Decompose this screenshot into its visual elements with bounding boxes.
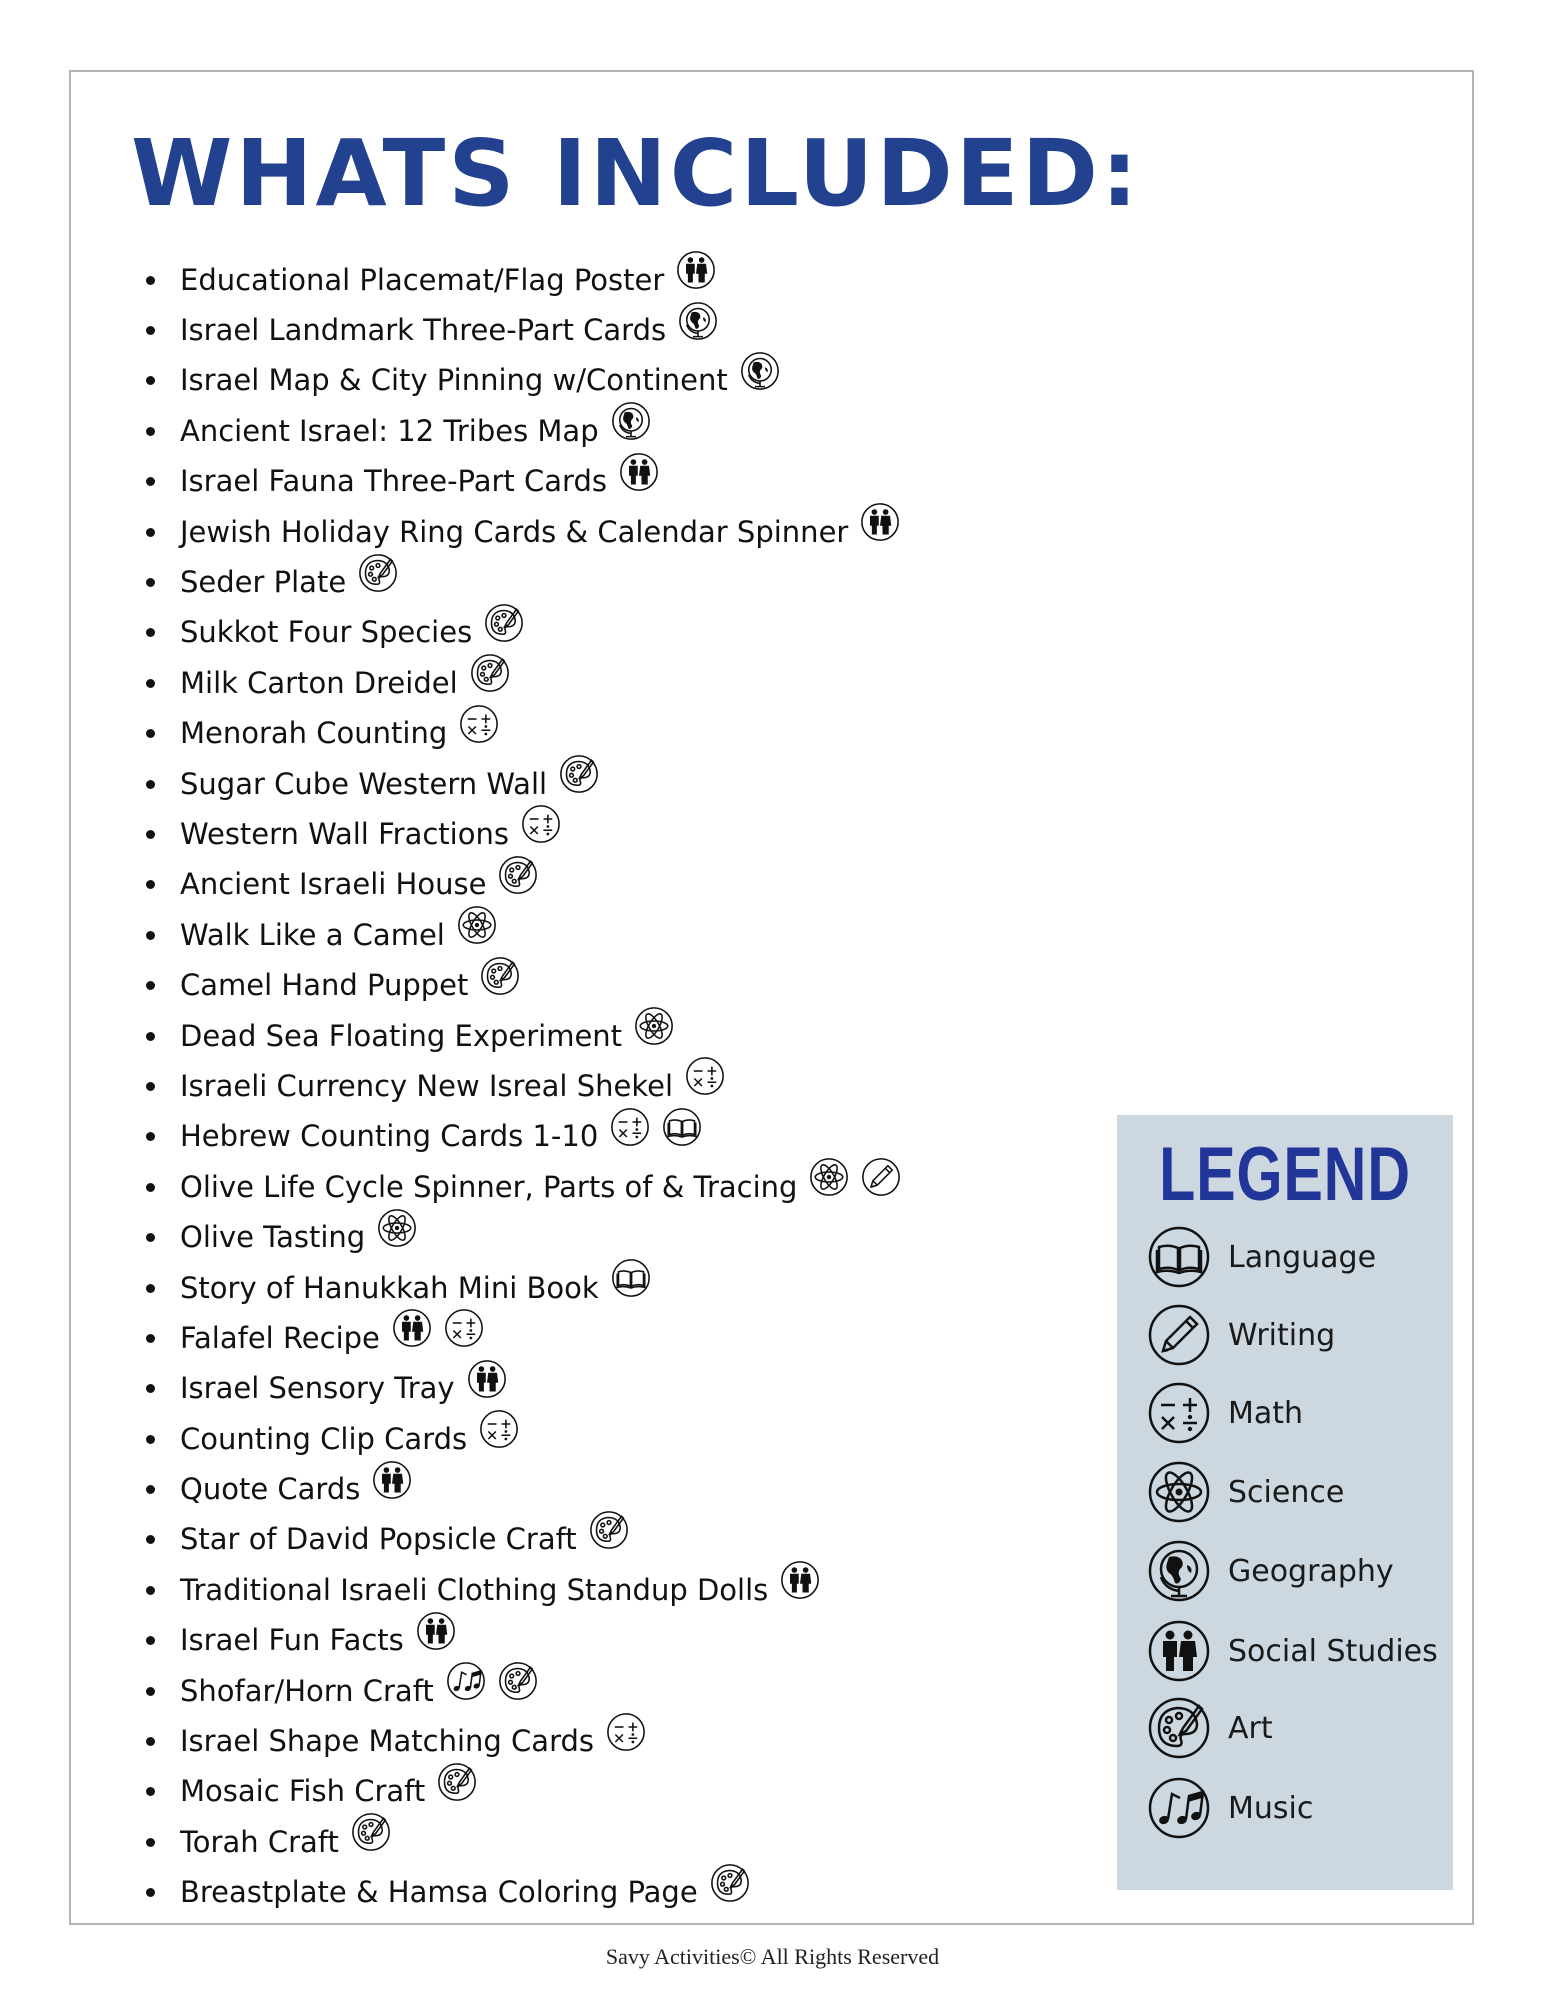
list-item xyxy=(138,1112,901,1162)
list-item xyxy=(138,960,901,1010)
bullet-icon xyxy=(146,1435,155,1444)
list-item xyxy=(138,1616,901,1666)
list-item-label: Israel Landmark Three-Part Cards xyxy=(180,313,667,348)
list-item-label: Menorah Counting xyxy=(180,716,448,751)
science-icon xyxy=(809,1157,849,1197)
legend-entry-language xyxy=(1147,1225,1376,1289)
list-item xyxy=(138,1011,901,1061)
list-item-label: Mosaic Fish Craft xyxy=(180,1774,426,1809)
science-icon xyxy=(1147,1460,1211,1524)
writing-icon xyxy=(861,1157,901,1197)
bullet-icon xyxy=(146,477,155,486)
language-icon xyxy=(1147,1225,1211,1289)
legend-label: Art xyxy=(1228,1710,1273,1746)
legend-entry-art xyxy=(1147,1696,1273,1760)
list-item-label: Jewish Holiday Ring Cards & Calendar Spinner xyxy=(180,514,849,549)
list-item xyxy=(138,1666,901,1716)
music-icon xyxy=(446,1661,486,1701)
list-item-label: Israel Fauna Three-Part Cards xyxy=(180,464,607,499)
list-item xyxy=(138,507,901,557)
list-item-label: Breastplate & Hamsa Coloring Page xyxy=(180,1875,698,1910)
geography-icon xyxy=(611,401,651,441)
list-item xyxy=(138,356,901,406)
list-item-label: Falafel Recipe xyxy=(180,1320,380,1355)
art-icon xyxy=(437,1762,477,1802)
language-icon xyxy=(611,1258,651,1298)
art-icon xyxy=(358,553,398,593)
list-item-label: Ancient Israel: 12 Tribes Map xyxy=(180,413,599,448)
math-icon xyxy=(610,1107,650,1147)
social-studies-icon xyxy=(1147,1619,1211,1683)
bullet-icon xyxy=(146,528,155,537)
bullet-icon xyxy=(146,1535,155,1544)
math-icon xyxy=(685,1056,725,1096)
social-studies-icon xyxy=(619,452,659,492)
list-item-label: Story of Hanukkah Mini Book xyxy=(180,1270,599,1305)
legend-entry-science xyxy=(1147,1460,1344,1524)
social-studies-icon xyxy=(676,250,716,290)
bullet-icon xyxy=(146,1586,155,1595)
list-item-label: Olive Tasting xyxy=(180,1220,366,1255)
list-item-label: Walk Like a Camel xyxy=(180,917,445,952)
bullet-icon xyxy=(146,1485,155,1494)
bullet-icon xyxy=(146,1334,155,1343)
science-icon xyxy=(457,905,497,945)
list-item-label: Shofar/Horn Craft xyxy=(180,1673,434,1708)
list-item xyxy=(138,255,901,305)
math-icon xyxy=(459,704,499,744)
list-item xyxy=(138,910,901,960)
geography-icon xyxy=(740,351,780,391)
math-icon xyxy=(444,1308,484,1348)
legend-title: LEGEND xyxy=(1159,1132,1411,1217)
legend-label: Math xyxy=(1228,1395,1304,1431)
list-item-label: Israel Fun Facts xyxy=(180,1623,404,1658)
list-item-label: Olive Life Cycle Spinner, Parts of & Tracing xyxy=(180,1169,798,1204)
list-item xyxy=(138,1464,901,1514)
list-item-label: Ancient Israeli House xyxy=(180,867,487,902)
list-item xyxy=(138,1263,901,1313)
legend-label: Social Studies xyxy=(1228,1633,1438,1669)
list-item xyxy=(138,658,901,708)
math-icon xyxy=(1147,1381,1211,1445)
list-item-label: Israeli Currency New Isreal Shekel xyxy=(180,1068,673,1103)
list-item-label: Star of David Popsicle Craft xyxy=(180,1522,577,1557)
bullet-icon xyxy=(146,1636,155,1645)
list-item xyxy=(138,557,901,607)
list-item xyxy=(138,1515,901,1565)
list-item xyxy=(138,305,901,355)
math-icon xyxy=(521,804,561,844)
legend-label: Language xyxy=(1228,1239,1377,1275)
list-item-label: Western Wall Fractions xyxy=(180,816,509,851)
social-studies-icon xyxy=(392,1308,432,1348)
list-item xyxy=(138,809,901,859)
art-icon xyxy=(559,754,599,794)
list-item-label: Hebrew Counting Cards 1-10 xyxy=(180,1119,599,1154)
social-studies-icon xyxy=(372,1460,412,1500)
bullet-icon xyxy=(146,1787,155,1796)
bullet-icon xyxy=(146,1082,155,1091)
list-item-label: Sukkot Four Species xyxy=(180,615,473,650)
art-icon xyxy=(498,1661,538,1701)
writing-icon xyxy=(1147,1303,1211,1367)
list-item-label: Dead Sea Floating Experiment xyxy=(180,1018,623,1053)
language-icon xyxy=(662,1107,702,1147)
list-item xyxy=(138,1364,901,1414)
list-item-label: Israel Shape Matching Cards xyxy=(180,1724,595,1759)
art-icon xyxy=(351,1812,391,1852)
list-item-label: Quote Cards xyxy=(180,1472,361,1507)
bullet-icon xyxy=(146,1384,155,1393)
bullet-icon xyxy=(146,276,155,285)
legend-label: Music xyxy=(1228,1790,1314,1826)
list-item xyxy=(138,1716,901,1766)
bullet-icon xyxy=(146,830,155,839)
legend-entry-math xyxy=(1147,1381,1303,1445)
list-item xyxy=(138,759,901,809)
legend-label: Geography xyxy=(1228,1553,1394,1589)
list-item xyxy=(138,1162,901,1212)
math-icon xyxy=(606,1712,646,1752)
bullet-icon xyxy=(146,780,155,789)
social-studies-icon xyxy=(860,502,900,542)
bullet-icon xyxy=(146,1838,155,1847)
legend-entry-geography xyxy=(1147,1539,1394,1603)
bullet-icon xyxy=(146,376,155,385)
bullet-icon xyxy=(146,1233,155,1242)
bullet-icon xyxy=(146,880,155,889)
bullet-icon xyxy=(146,628,155,637)
geography-icon xyxy=(1147,1539,1211,1603)
list-item xyxy=(138,1817,901,1867)
legend-panel xyxy=(1117,1115,1453,1890)
list-item xyxy=(138,1212,901,1262)
list-item xyxy=(138,457,901,507)
page-title: WHATS INCLUDED: xyxy=(131,120,1141,227)
geography-icon xyxy=(678,301,718,341)
bullet-icon xyxy=(146,679,155,688)
list-item xyxy=(138,406,901,456)
legend-label: Science xyxy=(1228,1474,1345,1510)
list-item xyxy=(138,1313,901,1363)
list-item xyxy=(138,1414,901,1464)
math-icon xyxy=(479,1409,519,1449)
bullet-icon xyxy=(146,981,155,990)
music-icon xyxy=(1147,1776,1211,1840)
art-icon xyxy=(1147,1696,1211,1760)
science-icon xyxy=(634,1006,674,1046)
bullet-icon xyxy=(146,729,155,738)
list-item-label: Seder Plate xyxy=(180,565,347,600)
list-item xyxy=(138,860,901,910)
list-item xyxy=(138,709,901,759)
bullet-icon xyxy=(146,578,155,587)
social-studies-icon xyxy=(780,1560,820,1600)
list-item xyxy=(138,1061,901,1111)
art-icon xyxy=(480,956,520,996)
social-studies-icon xyxy=(467,1359,507,1399)
list-item xyxy=(138,1565,901,1615)
list-item-label: Milk Carton Dreidel xyxy=(180,665,458,700)
art-icon xyxy=(498,855,538,895)
art-icon xyxy=(710,1863,750,1903)
list-item-label: Counting Clip Cards xyxy=(180,1421,468,1456)
social-studies-icon xyxy=(416,1611,456,1651)
list-item xyxy=(138,1868,901,1918)
bullet-icon xyxy=(146,1032,155,1041)
science-icon xyxy=(377,1208,417,1248)
footer-copyright: Savy Activities© All Rights Reserved xyxy=(605,1944,940,1969)
art-icon xyxy=(484,603,524,643)
legend-entry-writing xyxy=(1147,1303,1335,1367)
bullet-icon xyxy=(146,1737,155,1746)
bullet-icon xyxy=(146,931,155,940)
bullet-icon xyxy=(146,427,155,436)
bullet-icon xyxy=(146,1284,155,1293)
list-item-label: Camel Hand Puppet xyxy=(180,968,469,1003)
legend-entry-music xyxy=(1147,1776,1313,1840)
list-item-label: Sugar Cube Western Wall xyxy=(180,766,548,801)
list-item-label: Israel Map & City Pinning w/Continent xyxy=(180,363,728,398)
bullet-icon xyxy=(146,1132,155,1141)
art-icon xyxy=(470,653,510,693)
art-icon xyxy=(589,1510,629,1550)
list-item xyxy=(138,1767,901,1817)
bullet-icon xyxy=(146,326,155,335)
bullet-icon xyxy=(146,1687,155,1696)
bullet-icon xyxy=(146,1183,155,1192)
included-list xyxy=(138,255,901,1918)
list-item-label: Torah Craft xyxy=(180,1824,339,1859)
list-item-label: Educational Placemat/Flag Poster xyxy=(180,262,665,297)
list-item-label: Israel Sensory Tray xyxy=(180,1371,455,1406)
legend-entry-social-studies xyxy=(1147,1619,1438,1683)
legend-label: Writing xyxy=(1228,1317,1336,1353)
list-item xyxy=(138,608,901,658)
bullet-icon xyxy=(146,1888,155,1897)
list-item-label: Traditional Israeli Clothing Standup Dolls xyxy=(180,1572,769,1607)
